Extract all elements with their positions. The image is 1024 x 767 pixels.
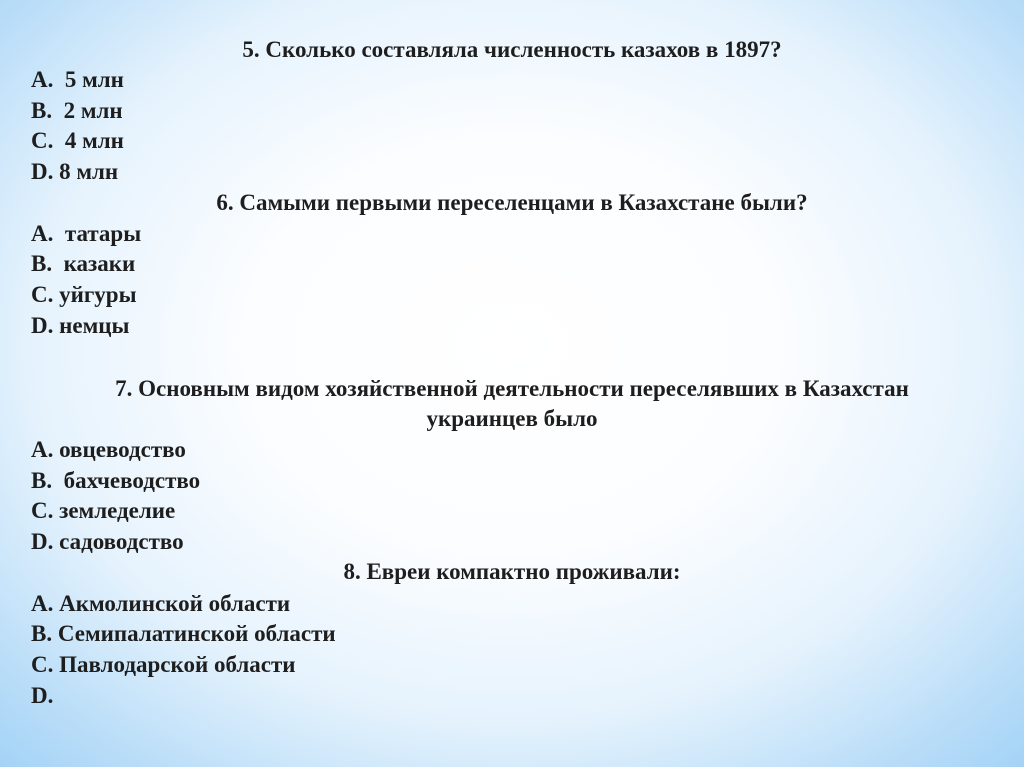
question-8-option-c: C. Павлодарской области (31, 652, 296, 677)
question-7-title-line2: украинцев было (426, 406, 598, 431)
question-8-option-a: A. Акмолинской области (31, 591, 291, 616)
question-6-title: 6. Самыми первыми переселенцами в Казахстане были? (216, 190, 808, 215)
question-5-option-c: C. 4 млн (31, 128, 124, 153)
question-6-option-a: A. татары (31, 221, 142, 246)
question-8-option-d: D. (31, 683, 54, 708)
question-6-option-d: D. немцы (31, 313, 130, 338)
question-5-option-d: D. 8 млн (31, 159, 119, 184)
question-7-option-a: A. овцеводство (31, 437, 186, 462)
question-7-option-b: B. бахчеводство (31, 468, 201, 493)
question-6-option-c: C. уйгуры (31, 282, 137, 307)
question-7-option-d: D. садоводство (31, 529, 184, 554)
question-5-option-a: A. 5 млн (31, 67, 124, 92)
question-5-option-b: B. 2 млн (31, 98, 123, 123)
question-5-title: 5. Сколько составляла численность казахов в 1897? (242, 37, 782, 62)
question-7-title-line1: 7. Основным видом хозяйственной деятельности переселявших в Казахстан (115, 376, 909, 401)
question-7-option-c: C. земледелие (31, 498, 176, 523)
question-6-option-b: B. казаки (31, 251, 136, 276)
question-8-option-b: B. Семипалатинской области (31, 621, 336, 646)
question-8-title: 8. Евреи компактно проживали: (343, 559, 681, 584)
